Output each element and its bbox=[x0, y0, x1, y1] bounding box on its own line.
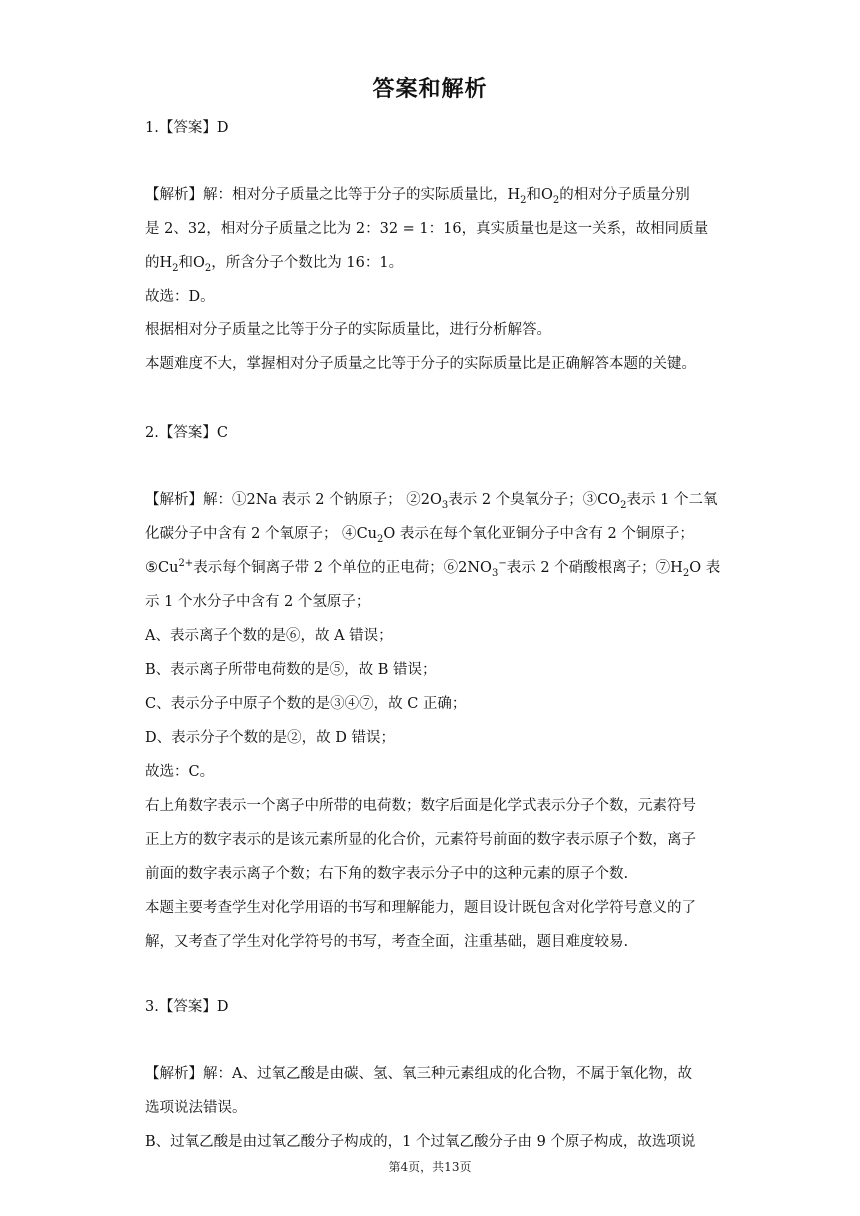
q2-analysis-line-4: 示 1 个水分子中含有 2 个氢原子； bbox=[145, 594, 371, 610]
page-footer: 第4页，共13页 bbox=[388, 1160, 472, 1174]
q3-analysis-line-3: B、过氧乙酸是由过氧乙酸分子构成的，1 个过氧乙酸分子由 9 个原子构成，故选项说 bbox=[145, 1134, 696, 1150]
q2-option-c: C、表示分子中原子个数的是③④⑦，故 C 正确； bbox=[145, 696, 467, 712]
q1-choice: 故选：D。 bbox=[145, 289, 215, 305]
q1-note-1: 根据相对分子质量之比等于分子的实际质量比，进行分析解答。 bbox=[145, 322, 551, 338]
q2-analysis-line-1: 【解析】解：①2Na 表示 2 个钠原子； $②2O_3$表示 2 个臭氧分子；$③CO_2$表示 1 个二氧 bbox=[145, 492, 718, 511]
q1-analysis-line-1: 【解析】解：相对分子质量之比等于分子的实际质量比，$H_2$和$O_2$的相对分子质量分别 bbox=[145, 187, 690, 206]
q3-analysis-line-1: 【解析】解：A、过氧乙酸是由碳、氢、氧三种元素组成的化合物，不属于氧化物，故 bbox=[145, 1066, 692, 1082]
q2-note-1: 右上角数字表示一个离子中所带的电荷数；数字后面是化学式表示分子个数，元素符号 bbox=[145, 798, 696, 814]
q1-note-2: 本题难度不大，掌握相对分子质量之比等于分子的实际质量比是正确解答本题的关键。 bbox=[145, 356, 696, 372]
q2-option-a: A、表示离子个数的是⑥，故 A 错误； bbox=[145, 628, 393, 644]
q2-answer: 2.【答案】C bbox=[145, 425, 228, 441]
q2-option-b: B、表示离子所带电荷数的是⑤，故 B 错误； bbox=[145, 662, 437, 678]
q2-note-2: 正上方的数字表示的是该元素所显的化合价，元素符号前面的数字表示原子个数，离子 bbox=[145, 832, 696, 848]
q2-option-d: D、表示分子个数的是②，故 D 错误； bbox=[145, 730, 395, 746]
q1-analysis-line-2: 是 2、32，相对分子质量之比为 2：32 = 1：16，真实质量也是这一关系，故相同质量 bbox=[145, 221, 709, 237]
q2-note-3: 前面的数字表示离子个数；右下角的数字表示分子中的这种元素的原子个数. bbox=[145, 866, 629, 882]
q1-analysis-line-3: 的$H_2$和$O_2$，所含分子个数比为 16：1。 bbox=[145, 255, 404, 274]
q2-analysis-line-3: $⑤Cu^{2+}$表示每个铜离子带 2 个单位的正电荷；$⑥2NO_3^-$表示 2 个硝酸根离子；$⑦H_2O$ 表 bbox=[145, 558, 721, 579]
q2-analysis-line-2: 化碳分子中含有 2 个氧原子； $④Cu_2O$ 表示在每个氧化亚铜分子中含有 2 个铜原子； bbox=[145, 526, 694, 545]
page-title: 答案和解析 bbox=[372, 77, 488, 102]
q1-answer: 1.【答案】D bbox=[145, 120, 229, 136]
q3-analysis-line-2: 选项说法错误。 bbox=[145, 1100, 247, 1116]
q3-answer: 3.【答案】D bbox=[145, 999, 229, 1015]
q2-note-4: 本题主要考查学生对化学用语的书写和理解能力，题目设计既包含对化学符号意义的了 bbox=[145, 900, 696, 916]
q2-choice: 故选：C。 bbox=[145, 764, 215, 780]
q2-note-5: 解，又考查了学生对化学符号的书写，考查全面，注重基础，题目难度较易. bbox=[145, 934, 629, 950]
